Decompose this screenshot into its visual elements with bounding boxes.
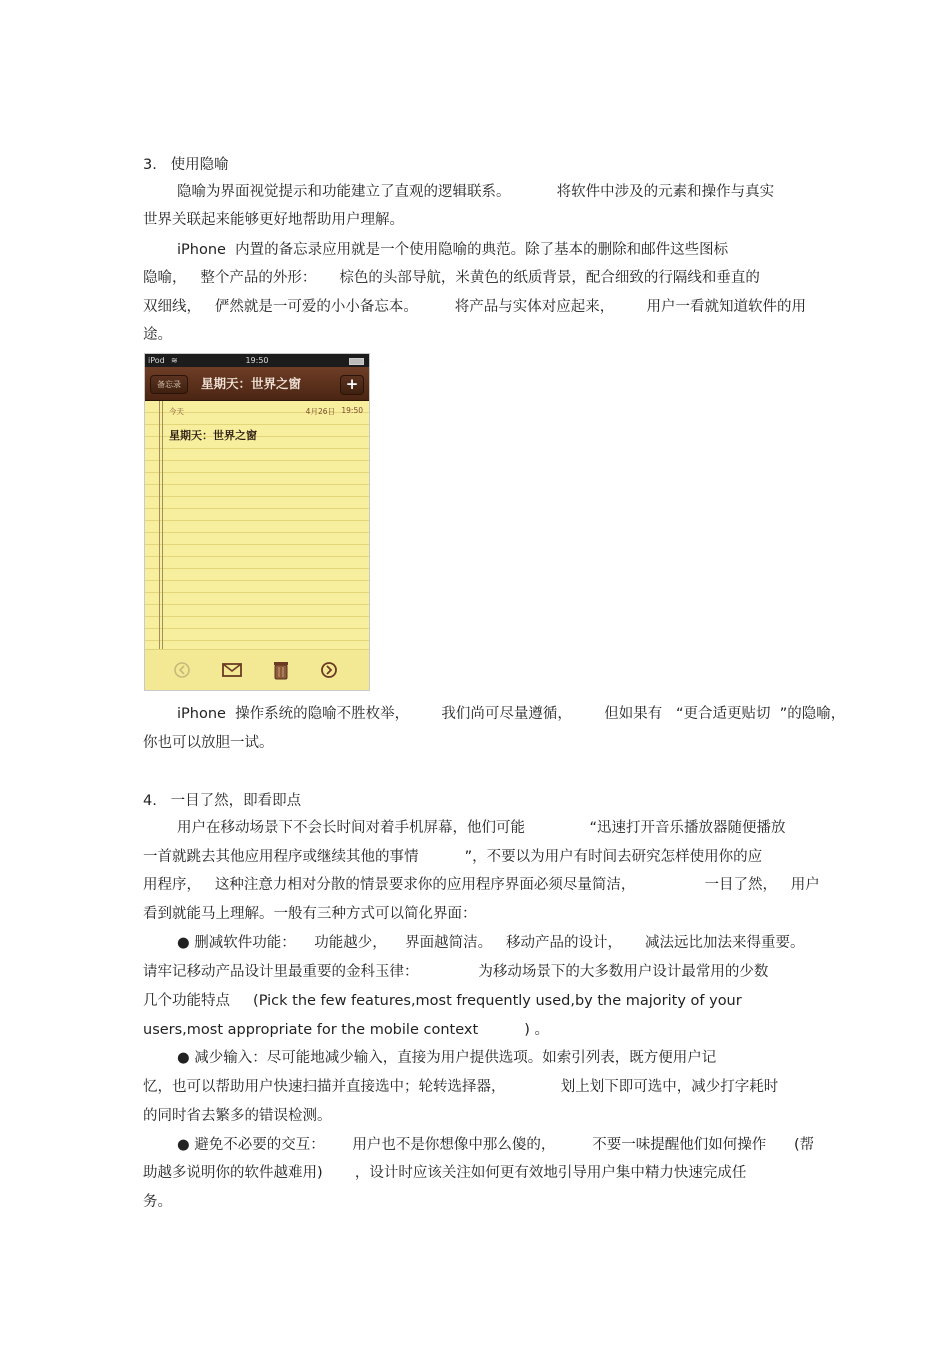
paragraph-line: 隐喻， 整个产品的外形： 棕色的头部导航，米黄色的纸质背景，配合细致的行隔线和垂直的 bbox=[143, 270, 760, 286]
paragraph-line: 双细线， 俨然就是一可爱的小小备忘本。 将产品与实体对应起来， 用户一看就知道软件的用 bbox=[143, 299, 806, 315]
back-button[interactable]: 备忘录 bbox=[150, 375, 188, 394]
paragraph-line: 隐喻为界面视觉提示和功能建立了直观的逻辑联系。 将软件中涉及的元素和操作与真实 bbox=[177, 184, 775, 200]
paragraph-line: iPhone 操作系统的隐喻不胜枚举， 我们尚可尽量遵循， 但如果有 “更合适更贴切 ”的隐喻， bbox=[177, 706, 846, 722]
note-title: 星期天：世界之窗 bbox=[201, 376, 302, 391]
notes-app-screenshot bbox=[144, 353, 370, 691]
notes-nav-bar bbox=[145, 367, 369, 401]
section-4-heading: 4. 一目了然，即看即点 bbox=[143, 793, 302, 809]
bullet-item: ● 删减软件功能： 功能越少， 界面越简洁。 移动产品的设计， 减法远比加法来得重要。 bbox=[177, 935, 805, 951]
previous-note-icon[interactable] bbox=[171, 660, 193, 680]
paragraph-line: users,most appropriate for the mobile context ) 。 bbox=[143, 1022, 549, 1038]
paragraph-line: 务。 bbox=[143, 1194, 172, 1210]
status-carrier: iPod bbox=[148, 356, 165, 365]
note-time: 19:50 bbox=[341, 406, 363, 415]
status-bar bbox=[145, 354, 369, 367]
wifi-icon: ≋ bbox=[171, 356, 178, 365]
paragraph-line: 世界关联起来能够更好地帮助用户理解。 bbox=[143, 212, 404, 228]
note-date: 4月26日 bbox=[305, 407, 335, 416]
trash-icon[interactable] bbox=[270, 660, 292, 680]
margin-line bbox=[159, 401, 160, 690]
paragraph-line: 一首就跳去其他应用程序或继续其他的事情 ”，不要以为用户有时间去研究怎样使用你的应 bbox=[143, 849, 763, 865]
next-note-icon[interactable] bbox=[318, 660, 340, 680]
bullet-item: ● 减少输入：尽可能地减少输入，直接为用户提供选项。如索引列表，既方便用户记 bbox=[177, 1050, 717, 1066]
notes-toolbar bbox=[145, 649, 369, 691]
paragraph-line: 看到就能马上理解。一般有三种方式可以简化界面： bbox=[143, 906, 477, 922]
paragraph-line: 用户在移动场景下不会长时间对着手机屏幕，他们可能 “迅速打开音乐播放器随便播放 bbox=[177, 820, 786, 836]
paragraph-line: 请牢记移动产品设计里最重要的金科玉律： 为移动场景下的大多数用户设计最常用的少数 bbox=[143, 964, 769, 980]
paragraph-line: 助越多说明你的软件越难用) ，设计时应该关注如何更有效地引导用户集中精力快速完成任 bbox=[143, 1165, 747, 1181]
paragraph-line: 忆，也可以帮助用户快速扫描并直接选中；轮转选择器， 划上划下即可选中，减少打字耗时 bbox=[143, 1079, 779, 1095]
section-3-heading: 3. 使用隐喻 bbox=[143, 157, 229, 173]
paragraph-line: 几个功能特点 (Pick the few features,most frequently used,by the majority of your bbox=[143, 993, 742, 1009]
paragraph-line: 你也可以放胆一试。 bbox=[143, 735, 274, 751]
paragraph-line: 的同时省去繁多的错误检测。 bbox=[143, 1108, 332, 1124]
bullet-item: ● 避免不必要的交互： 用户也不是你想像中那么傻的， 不要一味提醒他们如何操作 (帮 bbox=[177, 1137, 815, 1153]
note-body-text[interactable]: 星期天：世界之窗 bbox=[169, 429, 257, 442]
paragraph-line: 途。 bbox=[143, 327, 172, 343]
margin-line bbox=[162, 401, 163, 690]
mail-icon[interactable] bbox=[221, 660, 243, 680]
add-note-button[interactable]: + bbox=[340, 375, 364, 395]
status-time: 19:50 bbox=[245, 356, 269, 365]
paragraph-line: 用程序， 这种注意力相对分散的情景要求你的应用程序界面必须尽量简洁， 一目了然， 用户 bbox=[143, 877, 820, 893]
paragraph-line: iPhone 内置的备忘录应用就是一个使用隐喻的典范。除了基本的删除和邮件这些图标 bbox=[177, 242, 729, 258]
note-today-label: 今天 bbox=[169, 407, 184, 416]
battery-icon bbox=[349, 358, 364, 365]
